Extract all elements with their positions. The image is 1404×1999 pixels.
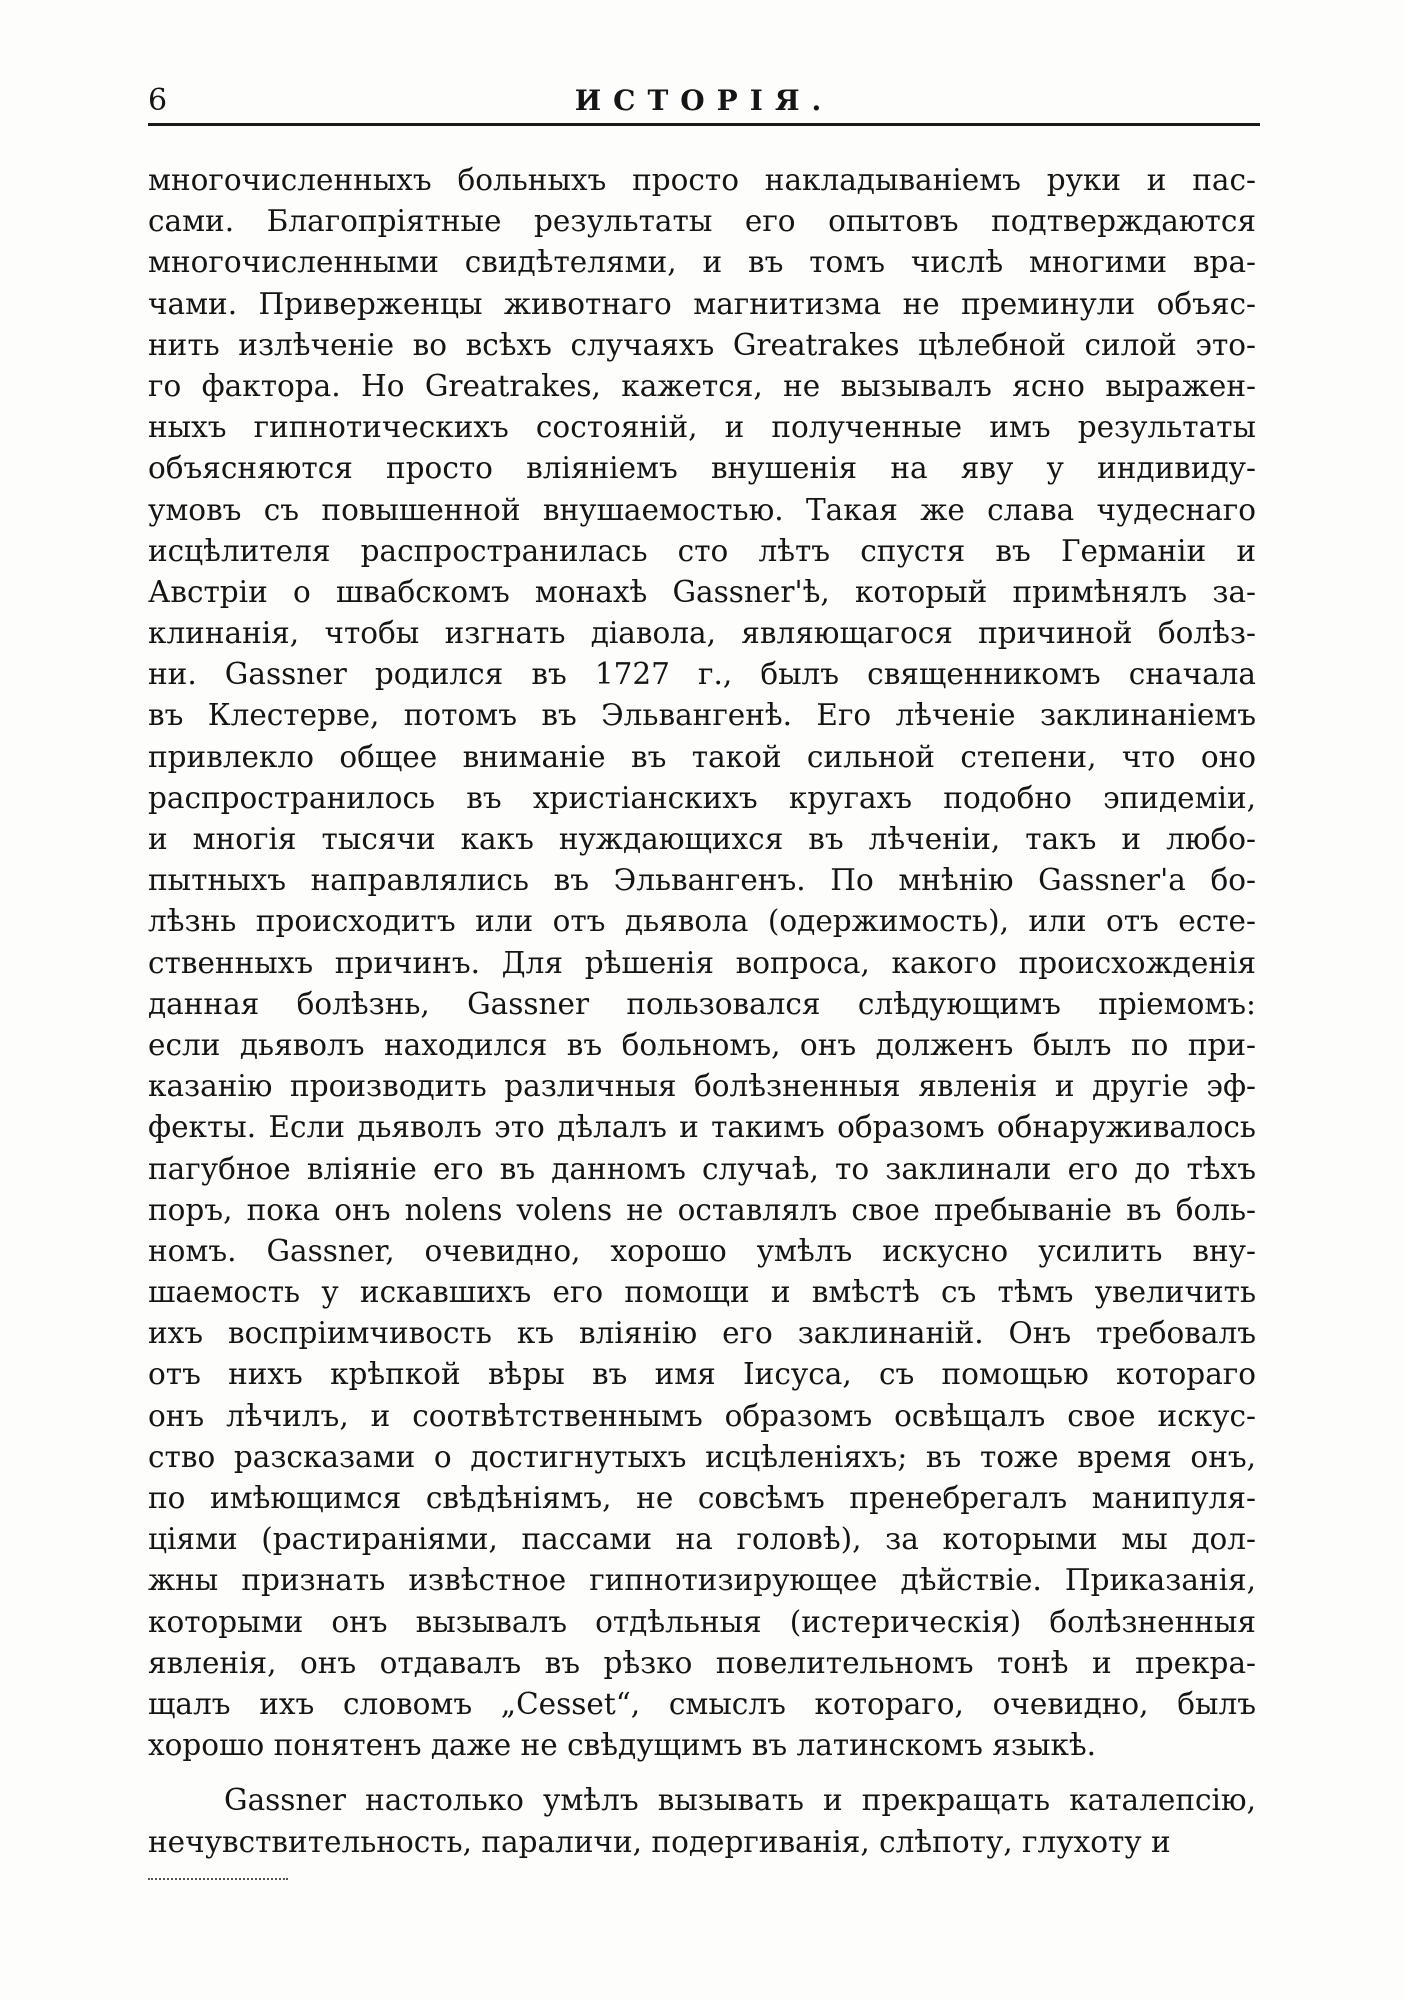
text-line: ственныхъ причинъ. Для рѣшенія вопроса, какого происхожденія — [148, 945, 1256, 980]
text-line: распространилось въ христіанскихъ кругахъ подобно эпидеміи, — [148, 780, 1256, 815]
text-line: данная болѣзнь, Gassner пользовался слѣдующимъ пріемомъ: — [148, 986, 1256, 1021]
text-line: фекты. Если дьяволъ это дѣлалъ и такимъ образомъ обнаруживалось — [148, 1110, 1256, 1145]
text-line: нечувствительность, параличи, подергиванія, слѣпоту, глухоту и — [148, 1824, 1171, 1859]
text-line: нить излѣченіе во всѣхъ случаяхъ Greatrakes цѣлебной силой это- — [148, 327, 1256, 362]
text-line: объясняются просто вліяніемъ внушенія на яву у индивиду- — [148, 451, 1256, 486]
text-line: ство разсказами о достигнутыхъ исцѣленіяхъ; въ тоже время онъ, — [148, 1439, 1256, 1474]
text-line: поръ, пока онъ nolens volens не оставлялъ свое пребываніе въ боль- — [148, 1192, 1256, 1227]
paragraph — [148, 1780, 1256, 1862]
text-line: въ Клестерве, потомъ въ Эльвангенѣ. Его лѣченіе заклинаніемъ — [148, 698, 1256, 733]
text-line: отъ нихъ крѣпкой вѣры въ имя Іисуса, съ помощью котораго — [148, 1357, 1256, 1392]
text-line: лѣзнь происходитъ или отъ дьявола (одержимость), или отъ есте- — [148, 904, 1256, 939]
text-line: казанію производить различныя болѣзненныя явленія и другіе эф- — [148, 1069, 1256, 1104]
text-line: чами. Приверженцы животнаго магнитизма не преминули объяс- — [148, 286, 1256, 321]
text-line: ныхъ гипнотическихъ состояній, и полученные имъ результаты — [148, 410, 1256, 445]
text-line: пытныхъ направлялись въ Эльвангенъ. По мнѣнію Gassner'а бо- — [148, 863, 1256, 898]
text-line: Gassner настолько умѣлъ вызывать и прекращать каталепсію, — [224, 1783, 1256, 1818]
running-head-title: ИСТОРІЯ. — [574, 84, 834, 117]
text-line: и многія тысячи какъ нуждающихся въ лѣченіи, такъ и любо- — [148, 822, 1256, 856]
text-line: исцѣлителя распространилась сто лѣтъ спустя въ Германіи и — [148, 533, 1256, 568]
print-mark — [148, 1878, 288, 1880]
text-line: Австріи о швабскомъ монахѣ Gassner'ѣ, который примѣнялъ за- — [148, 574, 1256, 609]
text-line: ихъ воспріимчивость къ вліянію его заклинаній. Онъ требовалъ — [148, 1316, 1256, 1351]
text-line: многочисленныхъ больныхъ просто накладываніемъ руки и пас- — [148, 163, 1256, 197]
text-line: хорошо понятенъ даже не свѣдущимъ въ латинскомъ языкѣ. — [148, 1728, 1097, 1763]
text-line: если дьяволъ находился въ больномъ, онъ долженъ былъ по при- — [148, 1027, 1256, 1062]
text-line: явленія, онъ отдавалъ въ рѣзко повелительномъ тонѣ и прекра- — [148, 1645, 1256, 1680]
text-line: пагубное вліяніе его въ данномъ случаѣ, то заклинали его до тѣхъ — [148, 1151, 1256, 1186]
header-rule — [148, 123, 1260, 126]
text-line: онъ лѣчилъ, и соотвѣтственнымъ образомъ освѣщалъ свое искус- — [148, 1398, 1256, 1433]
text-line: которыми онъ вызывалъ отдѣльныя (истерическія) болѣзненныя — [148, 1604, 1256, 1639]
text-line: жны признать извѣстное гипнотизирующее дѣйствіе. Приказанія, — [148, 1563, 1256, 1598]
text-line: щалъ ихъ словомъ „Cesset“, смыслъ котораго, очевидно, былъ — [148, 1686, 1256, 1721]
text-line: шаемость у искавшихъ его помощи и вмѣстѣ съ тѣмъ увеличить — [148, 1275, 1256, 1310]
text-line: умовъ съ повышенной внушаемостью. Такая же слава чудеснаго — [148, 492, 1256, 527]
running-head — [148, 82, 1260, 122]
paragraph-gap — [148, 1766, 1256, 1780]
text-line: по имѣющимся свѣдѣніямъ, не совсѣмъ пренебрегалъ манипуля- — [148, 1481, 1256, 1515]
paragraph — [148, 160, 1256, 1766]
text-line: ни. Gassner родился въ 1727 г., былъ священникомъ сначала — [148, 657, 1256, 692]
text-line: многочисленными свидѣтелями, и въ томъ числѣ многими вра- — [148, 245, 1256, 280]
page-number: 6 — [148, 83, 168, 118]
body-text — [148, 160, 1256, 1863]
text-line: привлекло общее вниманіе въ такой сильной степени, что оно — [148, 739, 1256, 774]
text-line: сами. Благопріятные результаты его опытовъ подтверждаются — [148, 204, 1256, 239]
text-line: номъ. Gassner, очевидно, хорошо умѣлъ искусно усилить вну- — [148, 1233, 1256, 1268]
text-line: го фактора. Но Greatrakes, кажется, не вызывалъ ясно выражен- — [148, 368, 1256, 403]
text-line: клинанія, чтобы изгнать діавола, являющагося причиной болѣз- — [148, 616, 1256, 651]
text-line: ціями (растираніями, пассами на головѣ), за которыми мы дол- — [148, 1522, 1256, 1557]
